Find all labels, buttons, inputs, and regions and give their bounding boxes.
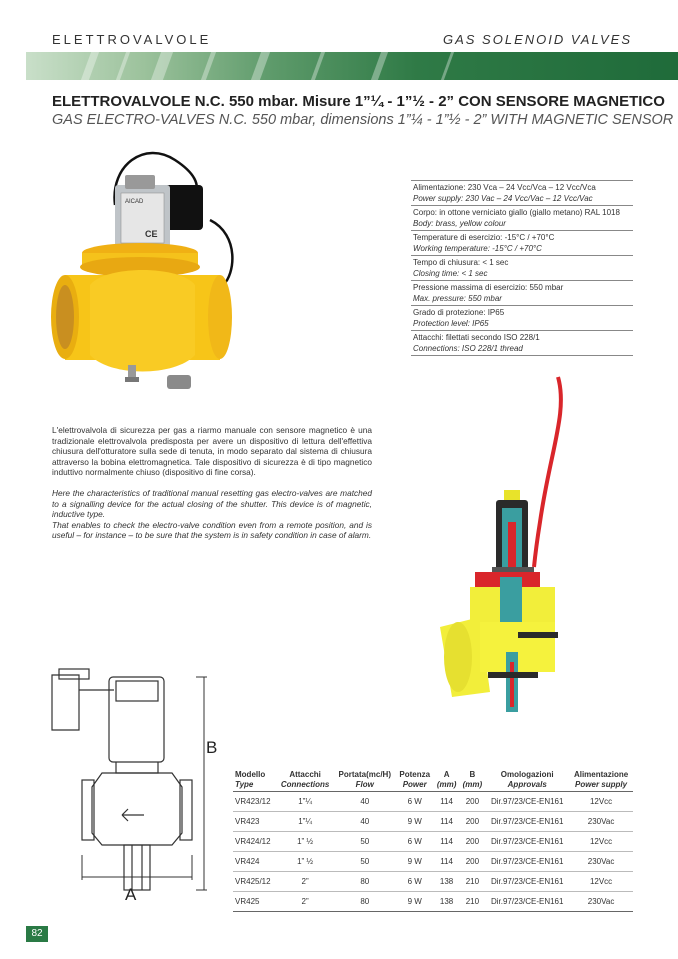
dimension-a-label: A bbox=[125, 885, 137, 904]
section-title-it: ELETTROVALVOLE bbox=[52, 32, 212, 47]
dimension-b-label: B bbox=[206, 738, 218, 757]
header-band bbox=[26, 52, 678, 80]
col-header: A (mm) bbox=[434, 765, 460, 791]
spec-row: Corpo: in ottone verniciato giallo (giallo metano) RAL 1018 Body: brass, yellow colour bbox=[411, 206, 633, 231]
description bbox=[52, 425, 372, 541]
table-row: VR423/12 1”¼ 40 6 W 114 200 Dir.97/23/CE-EN161 12Vcc bbox=[233, 791, 633, 811]
models-table bbox=[233, 765, 633, 912]
col-header: Portata(mc/H) Flow bbox=[334, 765, 396, 791]
spec-row: Grado di protezione: IP65 Protection level: IP65 bbox=[411, 306, 633, 331]
col-header: Attacchi Connections bbox=[276, 765, 333, 791]
page-number: 82 bbox=[26, 926, 48, 942]
table-header-row bbox=[233, 765, 633, 791]
description-it: L'elettrovalvola di sicurezza per gas a riarmo manuale con sensore magnetico è una tradizionale elettrovalvola predisposta per avere un dispositivo di lettura dell'effettiva chiusura dell'otturatore sulla sede di tenuta, in modo separato dal sistema di chiusura attraverso la bobina elettromagnetica. Tale dispositivo di sicurezza è di tipo magnetico induttivo normalmente chiuso (dispositivo di fine corsa). bbox=[52, 425, 372, 478]
spec-row: Attacchi: filettati secondo ISO 228/1 Connections: ISO 228/1 thread bbox=[411, 331, 633, 356]
photo-label: AICAD bbox=[125, 199, 144, 205]
col-header: B (mm) bbox=[460, 765, 486, 791]
col-header: Modello Type bbox=[233, 765, 276, 791]
col-header: Omologazioni Approvals bbox=[485, 765, 569, 791]
table-row: VR425 2” 80 9 W 138 210 Dir.97/23/CE-EN161 230Vac bbox=[233, 891, 633, 911]
table-row: VR424/12 1” ½ 50 6 W 114 200 Dir.97/23/CE-EN161 12Vcc bbox=[233, 831, 633, 851]
spec-row: Tempo di chiusura: < 1 sec Closing time: < 1 sec bbox=[411, 256, 633, 281]
spec-row: Pressione massima di esercizio: 550 mbar Max. pressure: 550 mbar bbox=[411, 281, 633, 306]
spec-row: Alimentazione: 230 Vca – 24 Vcc/Vca – 12 Vcc/Vca Power supply: 230 Vac – 24 Vcc/Vac – 12 Vcc/Vac bbox=[411, 181, 633, 206]
table-row: VR425/12 2” 80 6 W 138 210 Dir.97/23/CE-EN161 12Vcc bbox=[233, 871, 633, 891]
col-header: Potenza Power bbox=[396, 765, 434, 791]
table-row: VR424 1” ½ 50 9 W 114 200 Dir.97/23/CE-EN161 230Vac bbox=[233, 851, 633, 871]
specs-table bbox=[411, 180, 633, 356]
description-en-1: Here the characteristics of traditional manual resetting gas electro-valves are matched to a signalling device for the actual closing of the shutter. This device is of magnetic, inductive type. bbox=[52, 487, 372, 520]
dimension-drawing bbox=[44, 655, 234, 905]
spec-row: Temperature di esercizio: -15°C / +70°C Working temperature: -15°C / +70°C bbox=[411, 231, 633, 256]
product-title-it: ELETTROVALVOLE N.C. 550 mbar. Misure 1”¼ - 1”½ - 2” CON SENSORE MAGNETICO bbox=[52, 93, 665, 110]
description-en-2: That enables to check the electro-valve condition even from a remote position, and is useful – for instance – to be sure that the system is in safety condition in case of alarm. bbox=[52, 519, 372, 541]
ce-mark: CE bbox=[145, 229, 158, 239]
product-title-en: GAS ELECTRO-VALVES N.C. 550 mbar, dimensions 1”¼ - 1”½ - 2” WITH MAGNETIC SENSOR bbox=[52, 112, 674, 128]
cutaway-illustration bbox=[440, 372, 580, 732]
col-header: Alimentazione Power supply bbox=[569, 765, 633, 791]
table-row: VR423 1”¼ 40 9 W 114 200 Dir.97/23/CE-EN161 230Vac bbox=[233, 811, 633, 831]
section-title-en: GAS SOLENOID VALVES bbox=[442, 32, 632, 47]
valve-photo bbox=[45, 145, 250, 395]
